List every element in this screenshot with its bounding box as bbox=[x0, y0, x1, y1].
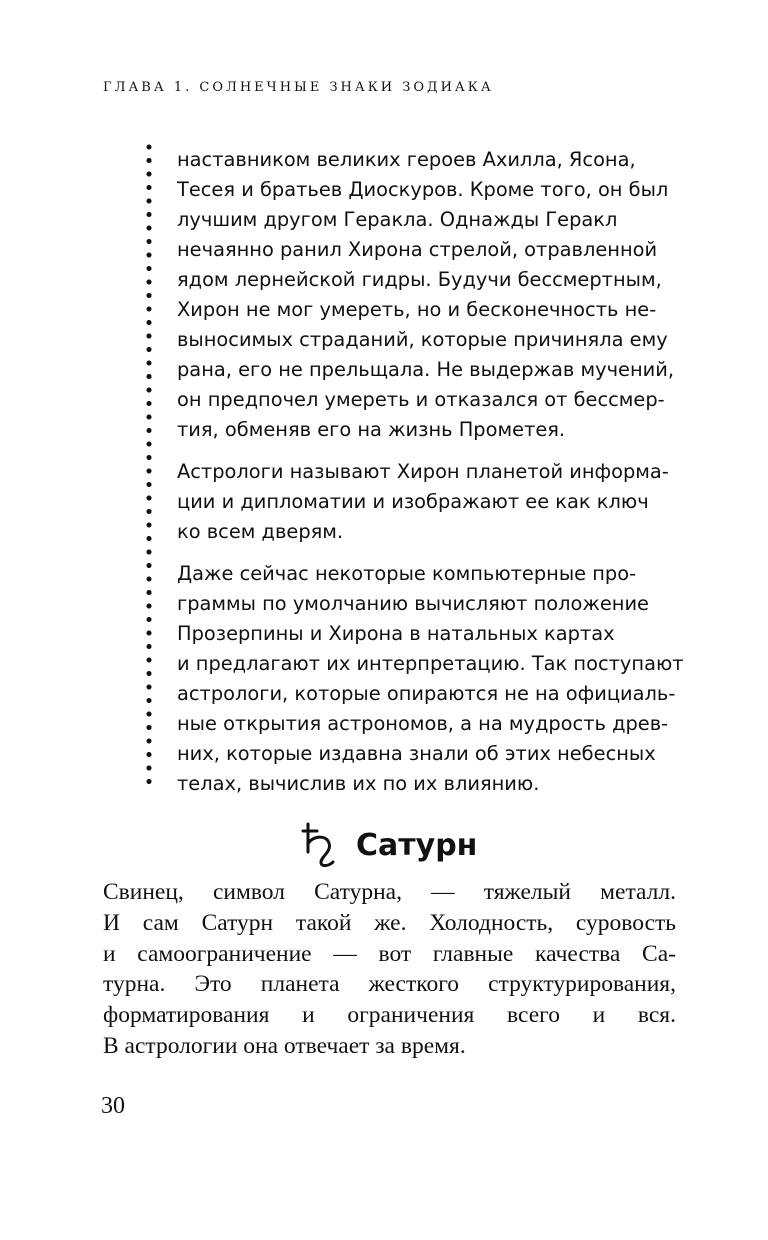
section-heading bbox=[300, 822, 477, 868]
section-body bbox=[103, 877, 676, 1062]
text-line: форматирования и ограничения всего и вся. bbox=[103, 1002, 676, 1029]
text-line: ядом лернейской гидры. Будучи бессмертным, bbox=[177, 268, 662, 291]
page-number: 30 bbox=[101, 1093, 125, 1119]
text-line: И сам Сатурн такой же. Холодность, суровость bbox=[103, 909, 676, 936]
sidebar-paragraph bbox=[177, 559, 683, 799]
text-line: астрологи, которые опираются не на официаль- bbox=[177, 682, 676, 705]
text-line: Свинец, символ Сатурна, — тяжелый металл. bbox=[103, 879, 676, 905]
running-head: ГЛАВА 1. СОЛНЕЧНЫЕ ЗНАКИ ЗОДИАКА bbox=[103, 80, 494, 95]
sidebar-paragraph bbox=[177, 457, 683, 547]
text-line: нечаянно ранил Хирона стрелой, отравленной bbox=[177, 238, 658, 261]
text-line: выносимых страданий, которые причиняла ему bbox=[177, 328, 668, 351]
text-line: граммы по умолчанию вычисляют положение bbox=[177, 592, 649, 615]
saturn-symbol-icon bbox=[300, 822, 344, 868]
text-line: он предпочел умереть и отказался от бессмер- bbox=[177, 388, 665, 411]
text-line: ные открытия астрономов, а на мудрость древ- bbox=[177, 712, 669, 735]
text-line: лучшим другом Геракла. Однажды Геракл bbox=[177, 208, 618, 231]
text-line: и самоограничение — вот главные качества Са- bbox=[103, 940, 676, 967]
text-line: телах, вычислив их по их влиянию. bbox=[177, 772, 540, 795]
text-line: ции и дипломатии и изображают ее как ключ bbox=[177, 490, 649, 513]
sidebar-box bbox=[146, 140, 686, 795]
sidebar-paragraph bbox=[177, 145, 683, 445]
text-line: турна. Это планета жесткого структурирования, bbox=[103, 971, 676, 998]
text-line: Хирон не мог умереть, но и бесконечность не- bbox=[177, 298, 657, 321]
text-line: ко всем дверям. bbox=[177, 520, 344, 543]
section-title: Сатурн bbox=[356, 827, 478, 863]
text-line: наставником великих героев Ахилла, Ясона, bbox=[177, 148, 636, 171]
text-line: В астрологии она отвечает за время. bbox=[103, 1032, 466, 1059]
text-line: и предлагают их интерпретацию. Так поступают bbox=[177, 652, 684, 675]
text-line: Прозерпины и Хирона в натальных картах bbox=[177, 622, 615, 645]
text-line: тия, обменяв его на жизнь Прометея. bbox=[177, 418, 566, 441]
text-line: Тесея и братьев Диоскуров. Кроме того, он был bbox=[177, 178, 669, 201]
dotted-rule bbox=[146, 144, 152, 788]
text-line: них, которые издавна знали об этих небесных bbox=[177, 742, 656, 765]
sidebar-text bbox=[177, 145, 683, 811]
text-line: рана, его не прельщала. Не выдержав мучений, bbox=[177, 358, 675, 381]
text-line: Астрологи называют Хирон планетой информа- bbox=[177, 460, 669, 483]
text-line: Даже сейчас некоторые компьютерные про- bbox=[177, 562, 637, 585]
